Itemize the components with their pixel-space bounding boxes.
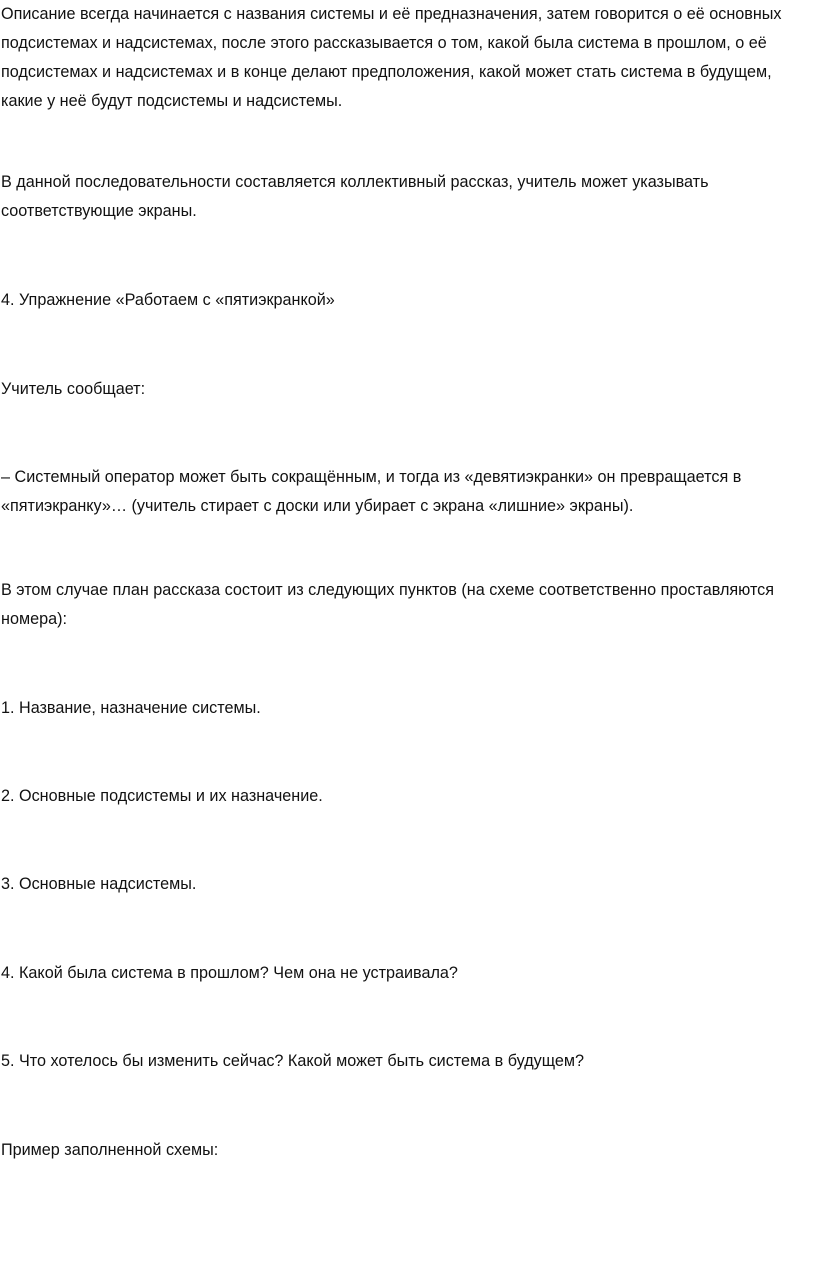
paragraph-story-plan: В этом случае план рассказа состоит из следующих пунктов (на схеме соответственно проставляются номера): — [1, 581, 775, 628]
plan-item-2: 2. Основные подсистемы и их назначение. — [1, 787, 323, 805]
plan-item-1: 1. Название, назначение системы. — [1, 699, 261, 717]
plan-item-5: 5. Что хотелось бы изменить сейчас? Какой может быть система в будущем? — [1, 1052, 585, 1070]
exercise-heading: 4. Упражнение «Работаем с «пятиэкранкой» — [1, 291, 335, 309]
plan-item-4: 4. Какой была система в прошлом? Чем она не устраивала? — [1, 964, 458, 982]
paragraph-collective-story: В данной последовательности составляется коллективный рассказ, учитель может указывать соответствующие экраны. — [1, 173, 709, 220]
paragraph-teacher-says: Учитель сообщает: — [1, 380, 146, 398]
plan-item-3: 3. Основные надсистемы. — [1, 875, 197, 893]
paragraph-example-scheme: Пример заполненной схемы: — [1, 1141, 219, 1159]
paragraph-system-operator: – Системный оператор может быть сокращённым, и тогда из «девятиэкранки» он превращается в «пятиэкранку»… (учитель стирает с доски или убирает с экрана «лишние» экраны). — [1, 468, 742, 515]
paragraph-system-description: Описание всегда начинается с названия системы и её предназначения, затем говорится о её основных подсистемах и надсистемах, после этого рассказывается о том, какой была система в прошлом, о её подсистемах и надсистемах и в конце делают предположения, какой может стать система в будущем, какие у неё будут подсистемы и надсистемы. — [1, 5, 782, 110]
